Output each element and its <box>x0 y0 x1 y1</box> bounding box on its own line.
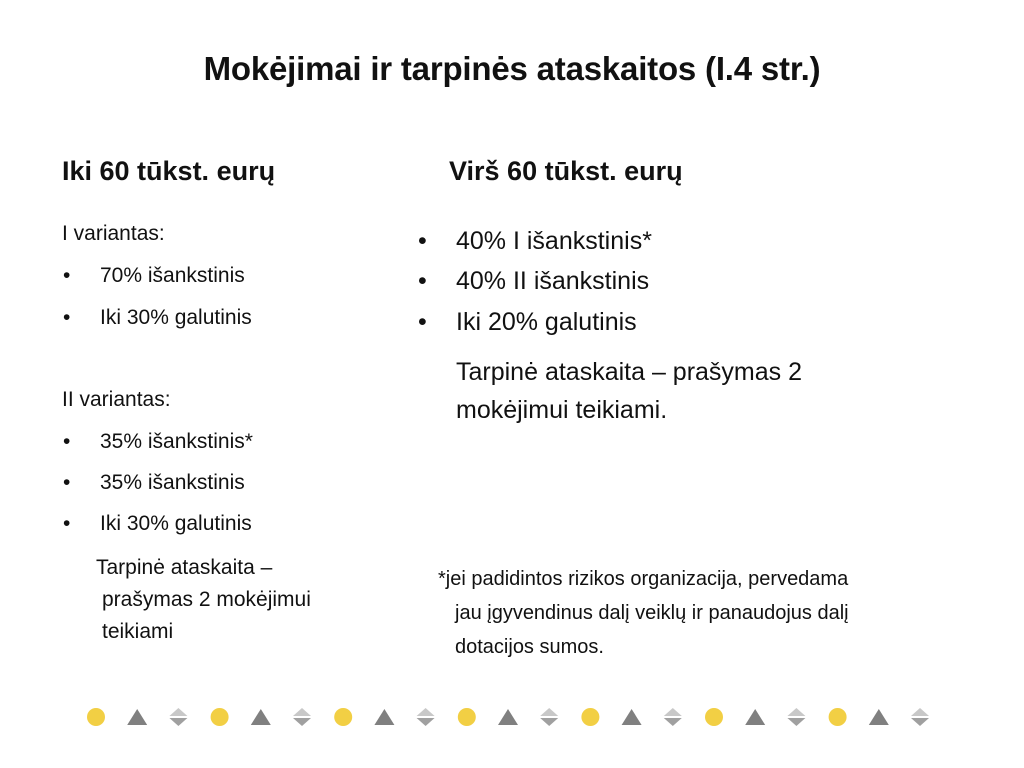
bullet-icon: • <box>63 512 71 535</box>
circle-icon <box>334 708 352 726</box>
left-column-heading: Iki 60 tūkst. eurų <box>62 156 276 186</box>
report-line: teikiami <box>102 620 174 643</box>
report-line: Tarpinė ataskaita – <box>96 556 273 579</box>
report-line: mokėjimui teikiami. <box>456 396 668 424</box>
list-item: 35% išankstinis <box>100 471 245 494</box>
circle-icon <box>705 708 723 726</box>
footnote-line: dotacijos sumos. <box>455 636 604 658</box>
slide-title: Mokėjimai ir tarpinės ataskaitos (I.4 str.) <box>203 50 821 87</box>
list-item: 40% I išankstinis* <box>456 227 652 255</box>
footnote-line: jau įgyvendinus dalį veiklų ir panaudojus dalį <box>455 602 849 624</box>
bullet-icon: • <box>418 267 427 295</box>
diamond-icon <box>417 708 435 726</box>
diamond-icon <box>293 708 311 726</box>
circle-icon <box>458 708 476 726</box>
variant2-label: II variantas: <box>62 388 171 411</box>
variant1-label: I variantas: <box>62 222 165 245</box>
diamond-icon <box>540 708 558 726</box>
bullet-icon: • <box>63 430 71 453</box>
circle-icon <box>581 708 599 726</box>
list-item: Iki 30% galutinis <box>100 306 252 329</box>
circle-icon <box>87 708 105 726</box>
footnote-line: *jei padidintos rizikos organizacija, pervedama <box>438 568 849 590</box>
circle-icon <box>211 708 229 726</box>
list-item: Iki 20% galutinis <box>456 308 637 336</box>
diamond-icon <box>911 708 929 726</box>
bullet-icon: • <box>63 471 71 494</box>
triangle-icon <box>251 709 271 725</box>
triangle-icon <box>498 709 518 725</box>
bullet-icon: • <box>418 308 427 336</box>
diamond-icon <box>787 708 805 726</box>
triangle-icon <box>622 709 642 725</box>
bullet-icon: • <box>63 264 71 287</box>
list-item: 40% II išankstinis <box>456 267 650 295</box>
circle-icon <box>829 708 847 726</box>
report-line: prašymas 2 mokėjimui <box>102 588 311 611</box>
bullet-icon: • <box>418 227 427 255</box>
diamond-icon <box>664 708 682 726</box>
bullet-icon: • <box>63 306 71 329</box>
list-item: 70% išankstinis <box>100 264 245 287</box>
diamond-icon <box>169 708 187 726</box>
report-line: Tarpinė ataskaita – prašymas 2 <box>456 358 803 386</box>
triangle-icon <box>127 709 147 725</box>
decorative-shape-row <box>86 704 946 730</box>
right-column-heading: Virš 60 tūkst. eurų <box>449 156 683 186</box>
triangle-icon <box>374 709 394 725</box>
triangle-icon <box>745 709 765 725</box>
triangle-icon <box>869 709 889 725</box>
list-item: Iki 30% galutinis <box>100 512 252 535</box>
list-item: 35% išankstinis* <box>100 430 253 453</box>
